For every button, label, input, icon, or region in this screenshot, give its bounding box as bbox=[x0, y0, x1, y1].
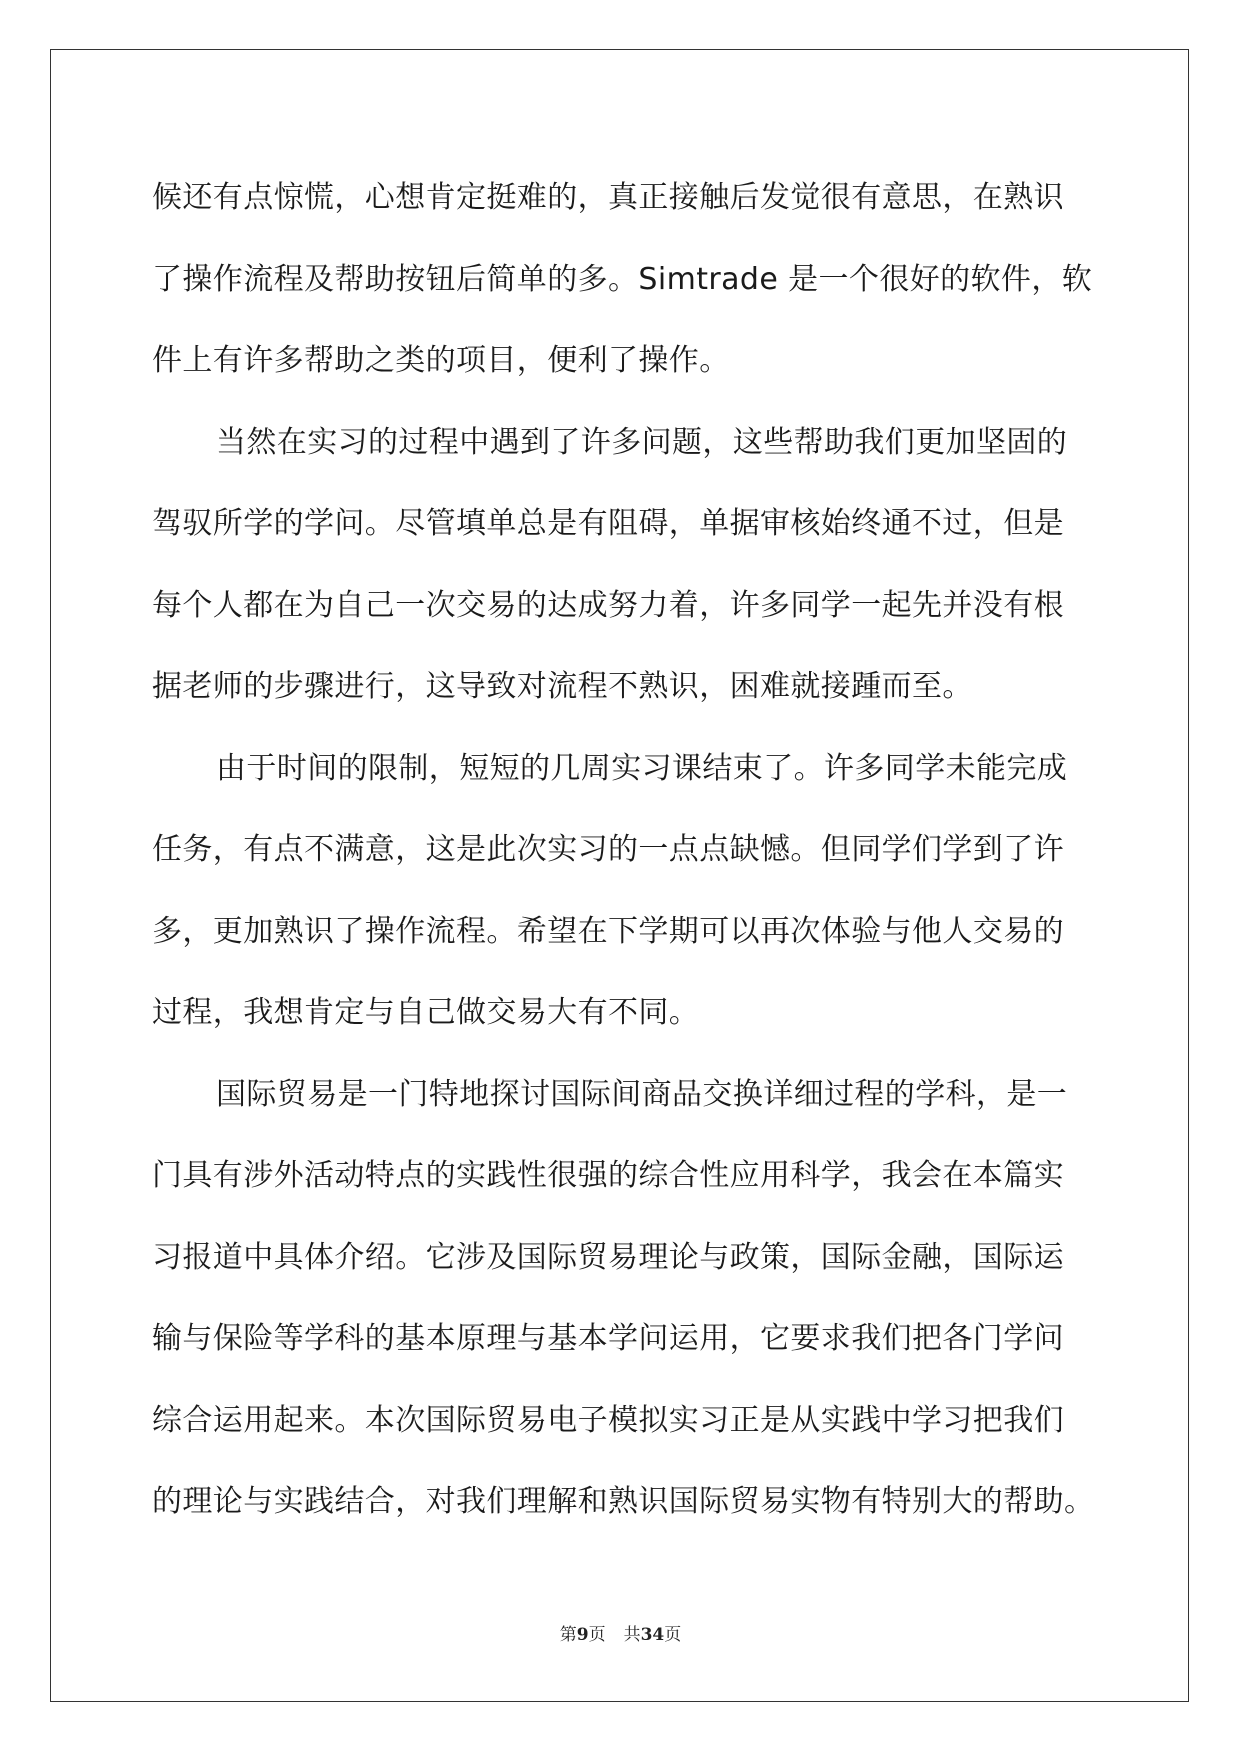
paragraph-4-line-3: 习报道中具体介绍。它涉及国际贸易理论与政策，国际金融，国际运 bbox=[152, 1239, 1064, 1275]
total-suffix: 页 bbox=[664, 1625, 682, 1645]
paragraph-3-line-3: 多，更加熟识了操作流程。希望在下学期可以再次体验与他人交易的 bbox=[152, 913, 1064, 949]
paragraph-4-line-6: 的理论与实践结合，对我们理解和熟识国际贸易实物有特别大的帮助。 bbox=[152, 1484, 1095, 1519]
page-number: 9 bbox=[576, 1625, 589, 1645]
paragraph-2-line-1: 当然在实习的过程中遇到了许多问题，这些帮助我们更加坚固的 bbox=[216, 424, 1068, 460]
paragraph-3-line-2: 任务，有点不满意，这是此次实习的一点点缺憾。但同学们学到了许 bbox=[152, 832, 1064, 867]
page-prefix: 第 bbox=[559, 1625, 577, 1645]
paragraph-1-line-1: 候还有点惊慌，心想肯定挺难的，真正接触后发觉很有意思，在熟识 bbox=[152, 180, 1064, 215]
paragraph-4-line-2: 门具有涉外活动特点的实践性很强的综合性应用科学，我会在本篇实 bbox=[152, 1158, 1064, 1193]
paragraph-1-line-2: 了操作流程及帮助按钮后简单的多。Simtrade 是一个很好的软件，软 bbox=[152, 261, 1093, 297]
total-pages: 34 bbox=[640, 1625, 665, 1645]
paragraph-4-line-1: 国际贸易是一门特地探讨国际间商品交换详细过程的学科，是一 bbox=[216, 1076, 1068, 1112]
page-suffix: 页 bbox=[588, 1625, 606, 1645]
paragraph-2-line-4: 据老师的步骤进行，这导致对流程不熟识，困难就接踵而至。 bbox=[152, 669, 973, 704]
total-prefix: 共 bbox=[623, 1625, 641, 1645]
paragraph-4-line-5: 综合运用起来。本次国际贸易电子模拟实习正是从实践中学习把我们 bbox=[152, 1402, 1064, 1438]
paragraph-1-line-3: 件上有许多帮助之类的项目，便利了操作。 bbox=[152, 343, 730, 378]
page-footer bbox=[0, 1620, 1241, 1645]
document-body bbox=[152, 157, 1095, 1543]
paragraph-2-line-2: 驾驭所学的学问。尽管填单总是有阻碍，单据审核始终通不过，但是 bbox=[152, 506, 1064, 541]
paragraph-3-line-1: 由于时间的限制，短短的几周实习课结束了。许多同学未能完成 bbox=[216, 750, 1068, 786]
paragraph-4-line-4: 输与保险等学科的基本原理与基本学问运用，它要求我们把各门学问 bbox=[152, 1321, 1064, 1356]
paragraph-2-line-3: 每个人都在为自己一次交易的达成努力着，许多同学一起先并没有根 bbox=[152, 587, 1064, 623]
paragraph-3-line-4: 过程，我想肯定与自己做交易大有不同。 bbox=[152, 995, 700, 1030]
